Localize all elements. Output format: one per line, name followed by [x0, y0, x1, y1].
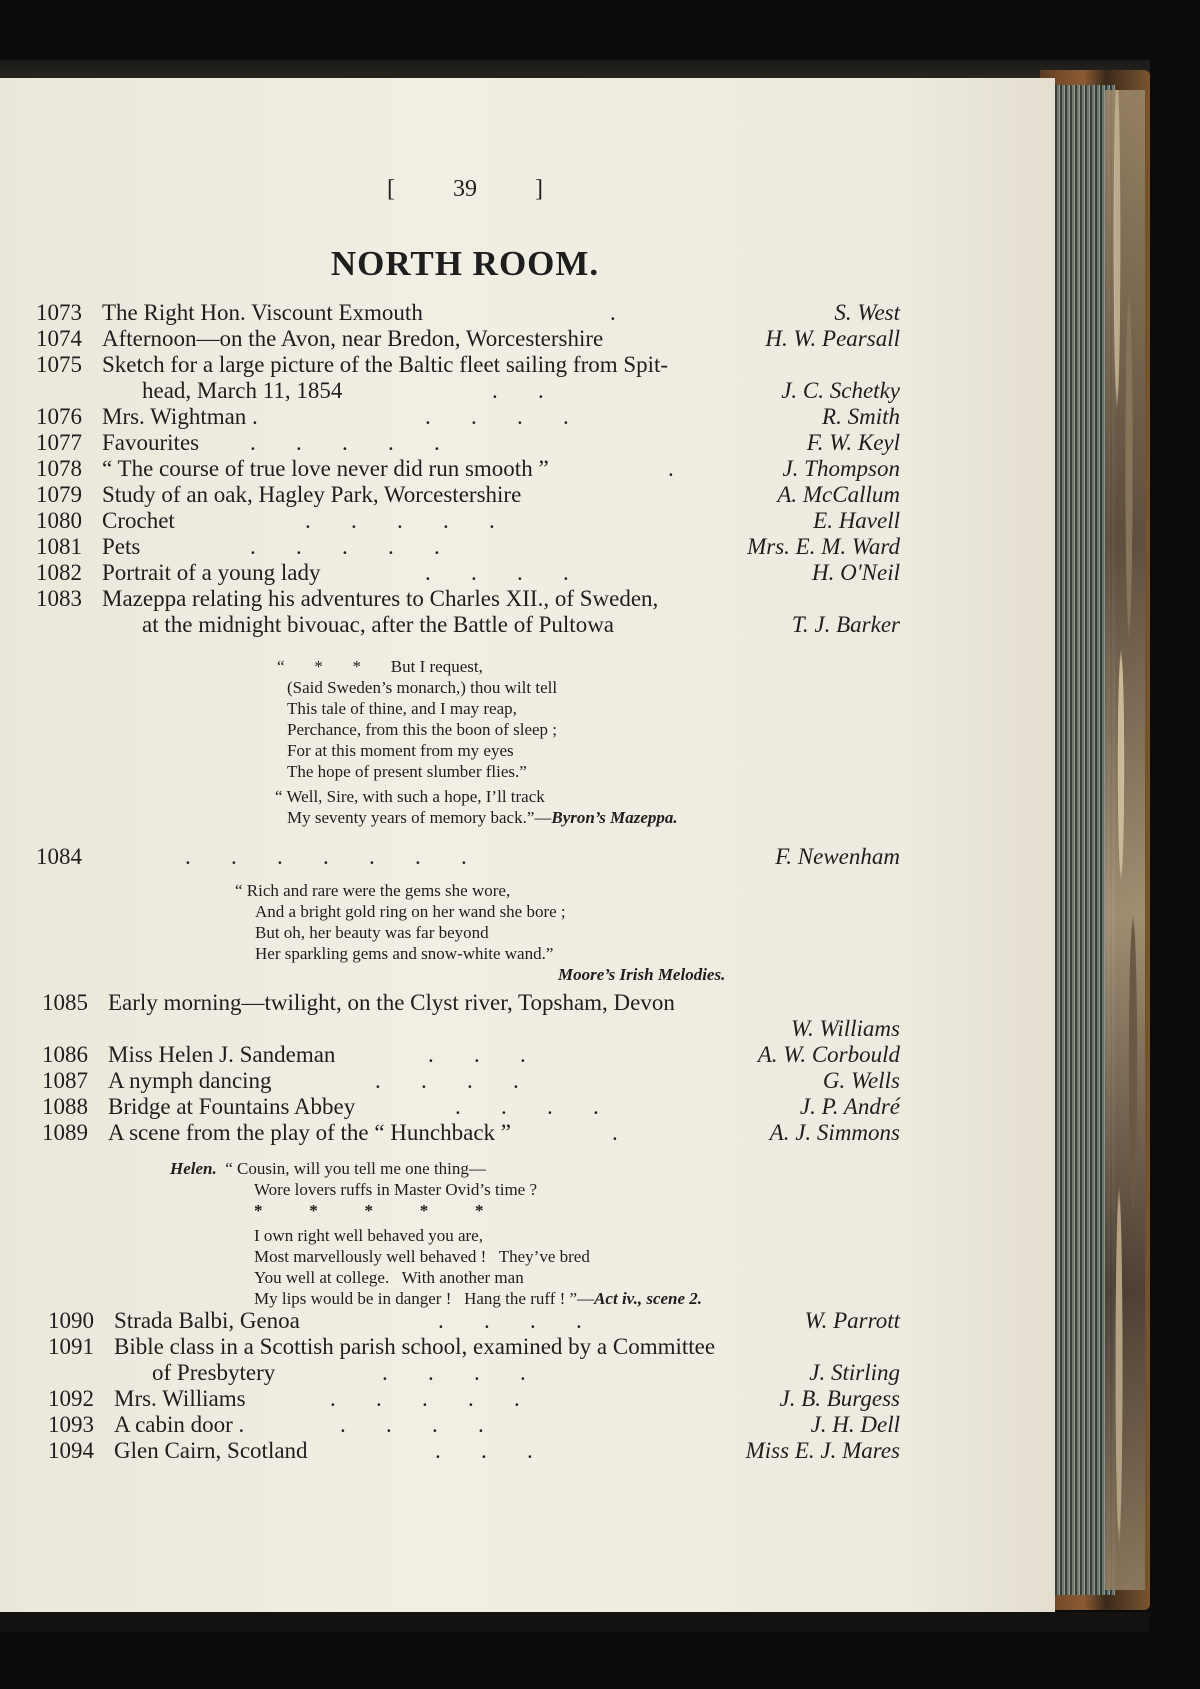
- entry-artist: R. Smith: [822, 404, 900, 429]
- verse-line-text: “ Cousin, will you tell me one thing—: [225, 1159, 486, 1178]
- verse-line: (Said Sweden’s monarch,) thou wilt tell: [287, 678, 558, 697]
- verse-line: [275, 807, 835, 828]
- entry-row: [0, 326, 900, 352]
- entry-artist: F. W. Keyl: [806, 430, 900, 455]
- entry-row: [0, 1334, 900, 1360]
- entry-title: Early morning—twilight, on the Clyst river, Topsham, Devon: [108, 990, 675, 1015]
- entry-artist: J. Stirling: [809, 1360, 900, 1385]
- entry-title-continued: at the midnight bivouac, after the Battle of Pultowa: [142, 612, 615, 637]
- entry-title: Mazeppa relating his adventures to Charles XII., of Sweden,: [102, 586, 659, 611]
- verse-line: “ Well, Sire, with such a hope, I’ll track: [275, 787, 545, 806]
- entry-number: 1091: [48, 1334, 94, 1359]
- leader-dots: . . . .: [382, 1360, 526, 1385]
- catalogue-page: [0, 78, 1055, 1613]
- entry-artist: J. B. Burgess: [779, 1386, 900, 1411]
- entry-row: [0, 482, 900, 508]
- entry-title-continued: of Presbytery: [152, 1360, 276, 1385]
- verse-quotation: [275, 656, 835, 828]
- entry-artist: Miss E. J. Mares: [745, 1438, 900, 1463]
- leader-dots: . . . .: [375, 1068, 519, 1093]
- entry-number: 1075: [36, 352, 82, 377]
- verse-line: This tale of thine, and I may reap,: [287, 699, 517, 718]
- entry-row: [0, 300, 900, 326]
- entry-artist: T. J. Barker: [791, 612, 900, 637]
- leader-dots: . . . .: [425, 404, 569, 429]
- entry-number: 1073: [36, 300, 82, 325]
- page-header: [0, 176, 930, 203]
- verse-line: And a bright gold ring on her wand she bore ;: [255, 902, 566, 921]
- entry-row: [0, 1120, 900, 1146]
- verse-line: You well at college. With another man: [254, 1268, 524, 1287]
- leader-dots: . . . .: [425, 560, 569, 585]
- entry-title: Strada Balbi, Genoa: [114, 1308, 300, 1333]
- entry-row: [0, 1094, 900, 1120]
- entry-title: Mrs. Wightman .: [102, 404, 258, 429]
- entry-artist: A. McCallum: [777, 482, 900, 507]
- entry-number: 1085: [42, 990, 88, 1015]
- entry-artist: J. P. André: [799, 1094, 900, 1119]
- entry-title: Sketch for a large picture of the Baltic fleet sailing from Spit-: [102, 352, 669, 377]
- entry-row: [0, 1438, 900, 1464]
- verse-line: “ Rich and rare were the gems she wore,: [235, 881, 511, 900]
- entry-artist: H. W. Pearsall: [765, 326, 900, 351]
- leader-dots: . . . .: [438, 1308, 582, 1333]
- leader-dots: . .: [492, 378, 544, 403]
- entry-row: [0, 430, 900, 456]
- entry-continuation: [0, 1360, 900, 1386]
- entry-title: Bridge at Fountains Abbey: [108, 1094, 356, 1119]
- verse-line-text: My lips would be in danger ! Hang the ruff ! ”—: [254, 1289, 595, 1308]
- verse-quotation: [170, 1158, 870, 1309]
- entry-number: 1086: [42, 1042, 88, 1067]
- leader-dots: . . . .: [340, 1412, 484, 1437]
- entry-row: [0, 1412, 900, 1438]
- entry-number: 1092: [48, 1386, 94, 1411]
- entry-number: 1089: [42, 1120, 88, 1145]
- entry-artist: A. W. Corbould: [757, 1042, 900, 1067]
- marbled-endpaper: [1105, 90, 1145, 1590]
- entry-artist: E. Havell: [813, 508, 900, 533]
- leader-dots: .: [610, 300, 616, 325]
- entry-title: Favourites: [102, 430, 200, 455]
- verse-line: “ * * But I request,: [277, 657, 483, 676]
- verse-line: I own right well behaved you are,: [254, 1226, 483, 1245]
- verse-line: [170, 1158, 870, 1179]
- verse-citation: Byron’s Mazeppa.: [551, 808, 678, 827]
- entry-number: 1078: [36, 456, 82, 481]
- leader-dots: .: [612, 1120, 618, 1145]
- entry-title: Afternoon—on the Avon, near Bredon, Worcestershire: [102, 326, 604, 351]
- entry-number: 1080: [36, 508, 82, 533]
- entry-title: Mrs. Williams: [114, 1386, 246, 1411]
- entry-artist: H. O'Neil: [812, 560, 900, 585]
- entry-number: 1093: [48, 1412, 94, 1437]
- entry-number: 1074: [36, 326, 82, 351]
- verse-line: Her sparkling gems and snow-white wand.”: [255, 944, 554, 963]
- entry-artist: W. Williams: [790, 1016, 900, 1041]
- entry-title: Miss Helen J. Sandeman: [108, 1042, 336, 1067]
- page-number: 39: [453, 176, 477, 202]
- verse-citation: Moore’s Irish Melodies.: [558, 965, 726, 984]
- entry-artist: F. Newenham: [775, 844, 900, 869]
- verse-line: * * * * *: [254, 1201, 484, 1220]
- entry-row: [0, 844, 900, 870]
- entry-continuation: [0, 378, 900, 404]
- verse-speaker: Helen.: [170, 1159, 217, 1178]
- entry-title: A nymph dancing: [108, 1068, 272, 1093]
- book-top-edge: [0, 60, 1150, 80]
- entry-title: Bible class in a Scottish parish school, examined by a Committee: [114, 1334, 716, 1359]
- entry-row: [0, 534, 900, 560]
- entry-number: 1094: [48, 1438, 94, 1463]
- entry-continuation: [0, 612, 900, 638]
- entry-title: Study of an oak, Hagley Park, Worcestershire: [102, 482, 522, 507]
- entry-title: “ The course of true love never did run smooth ”: [102, 456, 549, 481]
- entry-number: 1082: [36, 560, 82, 585]
- verse-citation: Act iv., scene 2.: [594, 1289, 703, 1308]
- entry-row: [0, 990, 900, 1016]
- entry-title: Pets: [102, 534, 141, 559]
- entry-row: [0, 352, 900, 378]
- entry-number: 1081: [36, 534, 82, 559]
- entry-number: 1087: [42, 1068, 88, 1093]
- entry-artist: J. C. Schetky: [781, 378, 900, 403]
- entry-number: 1090: [48, 1308, 94, 1333]
- bracket-left: [: [387, 176, 395, 202]
- entry-title: Portrait of a young lady: [102, 560, 321, 585]
- leader-dots: . . . .: [455, 1094, 599, 1119]
- entry-title: The Right Hon. Viscount Exmouth: [102, 300, 423, 325]
- verse-line-text: My seventy years of memory back.”—: [287, 808, 552, 827]
- verse-line: For at this moment from my eyes: [287, 741, 514, 760]
- entry-row: [0, 1308, 900, 1334]
- entry-row: [0, 1042, 900, 1068]
- leader-dots: . . .: [428, 1042, 526, 1067]
- leader-dots: . . .: [435, 1438, 533, 1463]
- leader-dots: . . . . .: [250, 430, 440, 455]
- entry-artist: A. J. Simmons: [769, 1120, 900, 1145]
- entry-number: 1079: [36, 482, 82, 507]
- entry-artist: J. H. Dell: [810, 1412, 900, 1437]
- entry-row: [0, 1386, 900, 1412]
- bracket-right: ]: [535, 176, 543, 202]
- entry-artist: J. Thompson: [782, 456, 900, 481]
- entry-artist: S. West: [834, 300, 900, 325]
- verse-quotation: [235, 880, 775, 985]
- leader-dots: . . . . .: [250, 534, 440, 559]
- leader-dots: . . . . . . .: [185, 844, 467, 869]
- verse-line: [170, 1288, 870, 1309]
- entry-row: [0, 456, 900, 482]
- verse-line: The hope of present slumber flies.”: [287, 762, 527, 781]
- entry-title: A cabin door .: [114, 1412, 245, 1437]
- entry-row: [0, 586, 900, 612]
- leader-dots: . . . . .: [330, 1386, 520, 1411]
- book-bottom-edge: [0, 1612, 1150, 1632]
- entry-continuation: [0, 1016, 900, 1042]
- entry-artist: G. Wells: [822, 1068, 900, 1093]
- entry-title: Glen Cairn, Scotland: [114, 1438, 308, 1463]
- entry-number: 1076: [36, 404, 82, 429]
- leader-dots: .: [668, 456, 674, 481]
- entry-title: Crochet: [102, 508, 175, 533]
- room-title: NORTH ROOM.: [330, 244, 600, 283]
- entry-number: 1088: [42, 1094, 88, 1119]
- entry-number: 1084: [36, 844, 82, 869]
- verse-line: Most marvellously well behaved ! They’ve bred: [254, 1247, 590, 1266]
- entry-row: [0, 508, 900, 534]
- entry-row: [0, 560, 900, 586]
- entry-artist: Mrs. E. M. Ward: [747, 534, 900, 559]
- entry-title-continued: head, March 11, 1854: [142, 378, 343, 403]
- verse-line: Wore lovers ruffs in Master Ovid’s time ?: [254, 1180, 538, 1199]
- leader-dots: . . . . .: [305, 508, 495, 533]
- entry-row: [0, 404, 900, 430]
- entry-artist: W. Parrott: [804, 1308, 900, 1333]
- verse-line: But oh, her beauty was far beyond: [255, 923, 489, 942]
- entry-number: 1077: [36, 430, 82, 455]
- entry-title: A scene from the play of the “ Hunchback ”: [108, 1120, 511, 1145]
- verse-line: Perchance, from this the boon of sleep ;: [287, 720, 558, 739]
- entry-row: [0, 1068, 900, 1094]
- entry-number: 1083: [36, 586, 82, 611]
